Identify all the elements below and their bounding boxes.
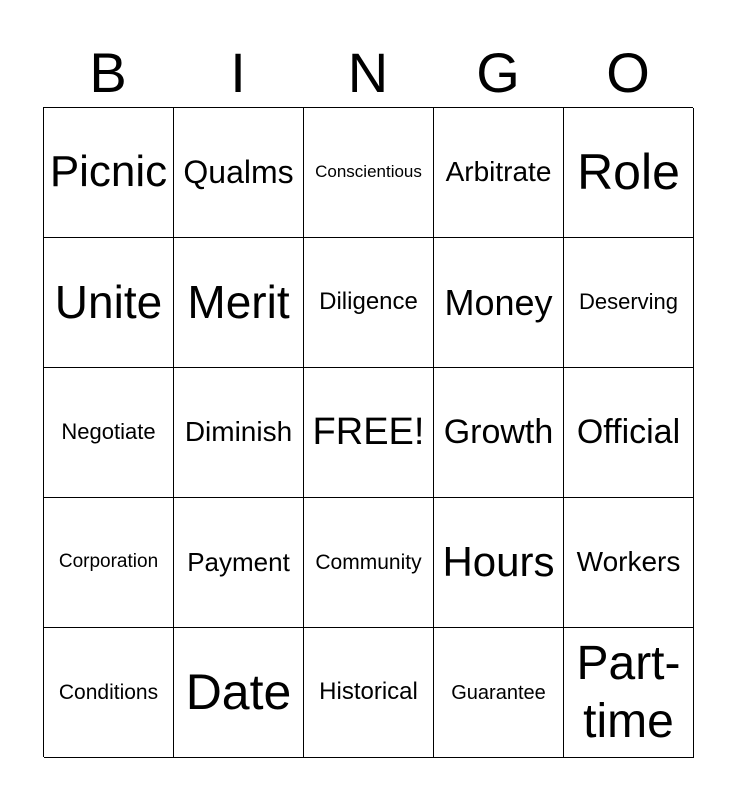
bingo-cell[interactable]: Conditions	[44, 628, 174, 758]
bingo-cell[interactable]: Conscientious	[304, 108, 434, 238]
bingo-cell[interactable]: Negotiate	[44, 368, 174, 498]
bingo-cell[interactable]: Corporation	[44, 498, 174, 628]
bingo-cell[interactable]: Money	[434, 238, 564, 368]
header-letter-n: N	[347, 41, 389, 104]
bingo-cell[interactable]: Arbitrate	[434, 108, 564, 238]
header-letter-b: B	[89, 41, 127, 104]
bingo-cell[interactable]: Role	[564, 108, 694, 238]
free-space-cell[interactable]: FREE!	[304, 368, 434, 498]
bingo-cell[interactable]: Hours	[434, 498, 564, 628]
bingo-cell[interactable]: Deserving	[564, 238, 694, 368]
bingo-cell[interactable]: Guarantee	[434, 628, 564, 758]
bingo-cell[interactable]: Unite	[44, 238, 174, 368]
bingo-cell[interactable]: Workers	[564, 498, 694, 628]
bingo-cell[interactable]: Growth	[434, 368, 564, 498]
header-letter-o: O	[606, 41, 650, 104]
bingo-cell[interactable]: Qualms	[174, 108, 304, 238]
header-letter-g: G	[476, 41, 520, 104]
bingo-cell[interactable]: Picnic	[44, 108, 174, 238]
bingo-cell[interactable]: Date	[174, 628, 304, 758]
bingo-cell[interactable]: Diligence	[304, 238, 434, 368]
bingo-grid	[43, 107, 693, 757]
bingo-cell[interactable]: Official	[564, 368, 694, 498]
bingo-cell[interactable]: Part-time	[564, 628, 694, 758]
bingo-header	[43, 40, 693, 106]
bingo-cell[interactable]: Merit	[174, 238, 304, 368]
bingo-cell[interactable]: Payment	[174, 498, 304, 628]
header-letter-i: I	[230, 41, 246, 104]
bingo-cell[interactable]: Community	[304, 498, 434, 628]
bingo-cell[interactable]: Historical	[304, 628, 434, 758]
bingo-cell[interactable]: Diminish	[174, 368, 304, 498]
